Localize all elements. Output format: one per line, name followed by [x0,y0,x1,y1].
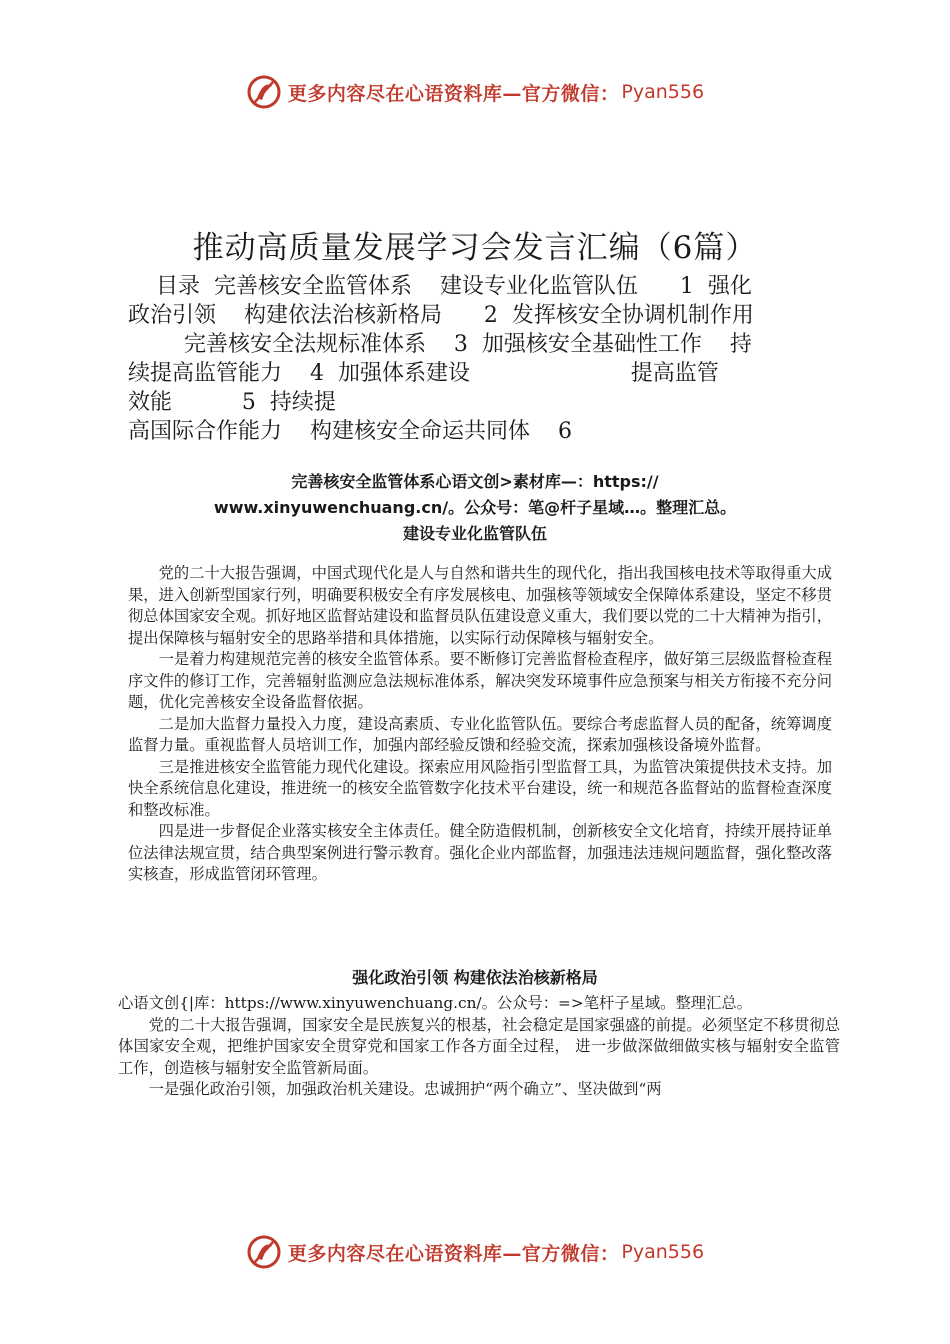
paragraph: 党的二十大报告强调，国家安全是民族复兴的根基，社会稳定是国家强盛的前提。必须坚定不移贯彻总体国家安全观，把维护国家安全贯穿党和国家工作各方面全过程， 进一步做深做细做实核与辐射安全监管工作，创造核与辐射安全监管新局面。 [118,1015,840,1077]
toc-line: 完善核安全法规标准体系 3 加强核安全基础性工作 持 [128,332,752,357]
section2-heading: 强化政治引领 构建依法治核新格局 [352,968,598,987]
banner-wechat-id: Pyan556 [621,1241,705,1263]
banner-text: 更多内容尽在心语资料库—官方微信： [287,82,620,105]
section2-body [118,993,840,1101]
paragraph: 二是加大监督力量投入力度，建设高素质、专业化监管队伍。要综合考虑监督人员的配备，统筹调度监督力量。重视监督人员培训工作，加强内部经验反馈和经验交流，探索加强核设备境外监督。 [128,714,832,754]
toc-line: 续提高监管能力 4 加强体系建设 提高监管 [128,361,719,386]
toc-line: 效能 5 持续提 [128,390,336,415]
paragraph: 四是进一步督促企业落实核安全主体责任。健全防造假机制，创新核安全文化培育，持续开展持证单位法律法规宣贯，结合典型案例进行警示教育。强化企业内部监督，加强违法违规问题监督，强化整改落实核查，形成监管闭环管理。 [128,822,832,883]
toc-line: 政治引领 构建依法治核新格局 2 发挥核安全协调机制作用 [128,303,754,328]
paragraph: 三是推进核安全监管能力现代化建设。探索应用风险指引型监督工具，为监管决策提供技术支持。加快全系统信息化建设，推进统一的核安全监管数字化技术平台建设，统一和规范各监督站的监督检查深度和整改标准。 [128,757,832,819]
paragraph: 党的二十大报告强调，中国式现代化是人与自然和谐共生的现代化，指出我国核电技术等取得重大成果，进入创新型国家行列，明确要积极安全有序发展核电、加强核等领域安全保障体系建设，坚定不移贯彻总体国家安全观。抓好地区监督站建设和监督员队伍建设意义重大，我们要以党的二十大精神为指引，提出保障核与辐射安全的思路举措和具体措施，以实际行动保障核与辐射安全。 [128,564,832,647]
paragraph: 一是着力构建规范完善的核安全监管体系。要不断修订完善监督检查程序，做好第三层级监督检查程序文件的修订工作，完善辐射监测应急法规标准体系，解决突发环境事件应急预案与相关方衔接不充分问题，优化完善核安全设备监督依据。 [128,650,832,711]
banner-text: 更多内容尽在心语资料库—官方微信： [287,1242,620,1265]
section1-heading-line1: 完善核安全监管体系心语文创>素材库—：https:// [291,472,659,491]
document-title: 推动高质量发展学习会发言汇编（6篇） [192,230,758,266]
table-of-contents [128,272,828,446]
section1-heading-line3: 建设专业化监管队伍 [402,524,547,543]
section1-body [128,563,832,886]
header-banner [0,72,950,112]
footer-banner [0,1232,950,1272]
section1-heading-line2: www.xinyuwenchuang.cn/。公众号：笔@杆子星域…。整理汇总。 [213,498,737,517]
toc-line: 高国际合作能力 构建核安全命运共同体 6 [128,419,572,444]
brand-logo-icon [246,1234,282,1270]
brand-logo-icon [246,74,282,110]
paragraph: 一是强化政治引领，加强政治机关建设。忠诚拥护“两个确立”、坚决做到“两 [148,1080,662,1098]
banner-wechat-id: Pyan556 [621,81,705,103]
source-line: 心语文创{|库：https://www.xinyuwenchuang.cn/。公众号：=>笔杆子星域。整理汇总。 [118,994,752,1012]
toc-line: 目录 完善核安全监管体系 建设专业化监管队伍 1 强化 [128,274,752,299]
